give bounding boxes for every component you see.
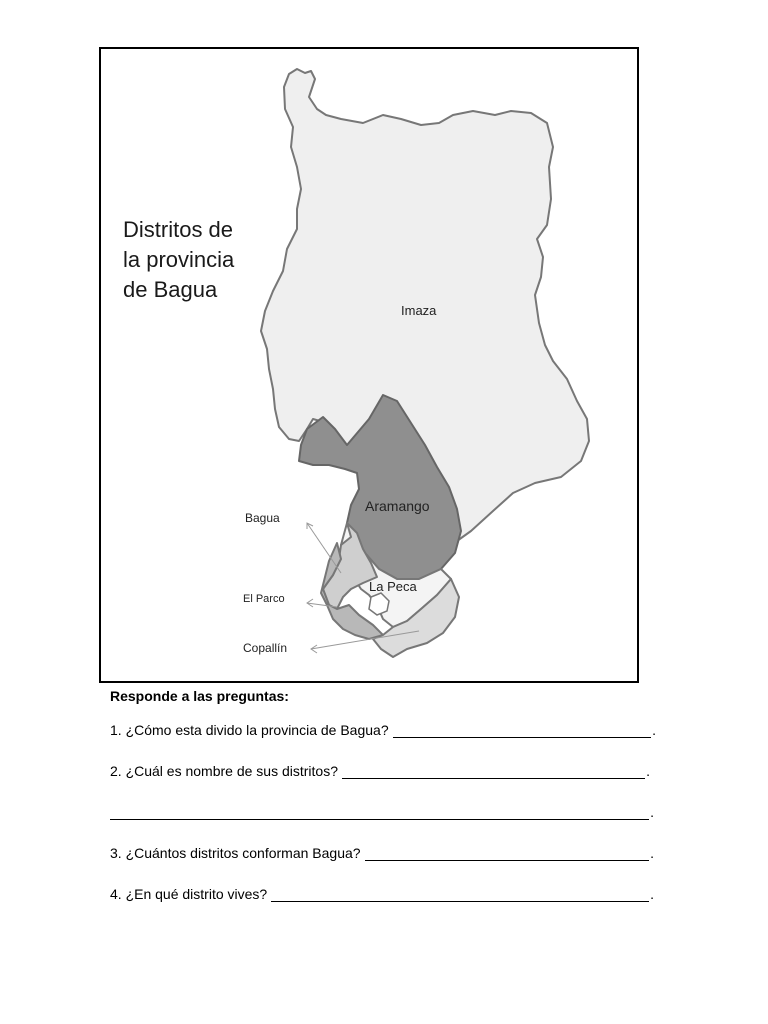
question-text: 1. ¿Cómo esta divido la provincia de Bagua? (110, 722, 389, 738)
line-end: . (652, 722, 656, 738)
question-2 (110, 759, 650, 779)
question-4 (110, 882, 654, 902)
bagua-map (101, 49, 637, 681)
label-la-peca: La Peca (369, 579, 417, 594)
question-1 (110, 718, 656, 738)
question-2-continuation (110, 800, 654, 820)
map-frame (99, 47, 639, 683)
line-end: . (650, 886, 654, 902)
side-label-bagua: Bagua (245, 511, 280, 525)
answer-line[interactable] (365, 848, 650, 861)
line-end: . (650, 845, 654, 861)
questions-section (110, 688, 670, 923)
side-label-copallin: Copallín (243, 641, 288, 655)
question-text: 2. ¿Cuál es nombre de sus distritos? (110, 763, 338, 779)
answer-line[interactable] (342, 766, 645, 779)
question-text: 3. ¿Cuántos distritos conforman Bagua? (110, 845, 361, 861)
answer-line[interactable] (110, 807, 649, 820)
label-imaza: Imaza (401, 303, 437, 318)
questions-heading: Responde a las preguntas: (110, 688, 289, 704)
line-end: . (646, 763, 650, 779)
question-3 (110, 841, 654, 861)
answer-line[interactable] (393, 725, 652, 738)
side-label-el-parco: El Parco (243, 593, 285, 605)
label-aramango: Aramango (365, 498, 430, 514)
map-title: Distritos de la provincia de Bagua (123, 217, 235, 302)
line-end: . (650, 804, 654, 820)
question-text: 4. ¿En qué distrito vives? (110, 886, 268, 902)
answer-line[interactable] (271, 889, 649, 902)
